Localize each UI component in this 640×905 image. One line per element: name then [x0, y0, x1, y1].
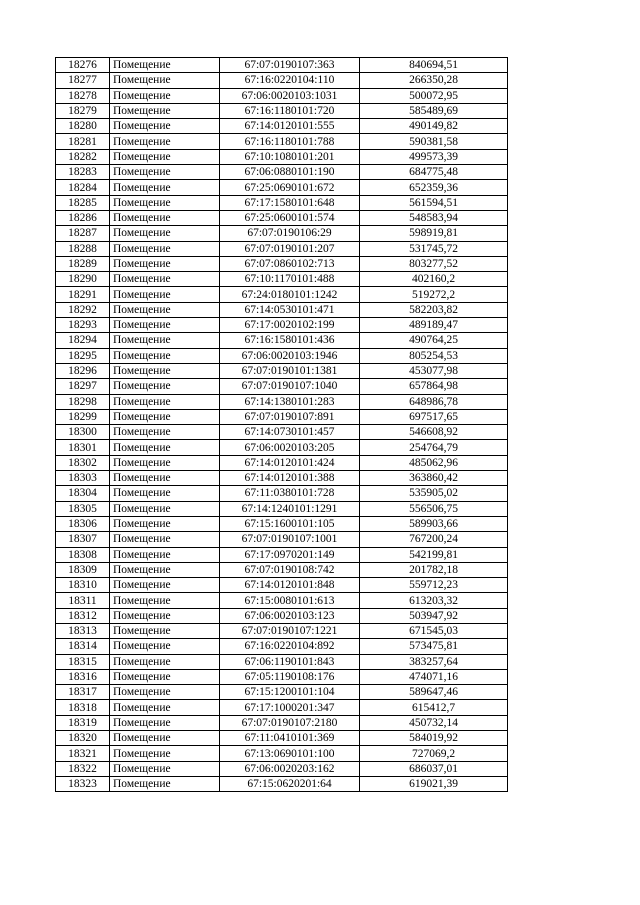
- row-number-cell: 18294: [56, 333, 110, 348]
- cadastral-number-cell: 67:25:0600101:574: [220, 210, 360, 225]
- table-row: [56, 256, 508, 271]
- cadastral-number-cell: 67:05:1190108:176: [220, 669, 360, 684]
- table-row: [56, 134, 508, 149]
- cadastral-value-cell: 573475,81: [360, 639, 508, 654]
- row-number-cell: 18318: [56, 700, 110, 715]
- table-row: [56, 226, 508, 241]
- table-row: [56, 272, 508, 287]
- cadastral-number-cell: 67:07:0190107:1221: [220, 623, 360, 638]
- row-number-cell: 18280: [56, 119, 110, 134]
- table-row: [56, 440, 508, 455]
- cadastral-value-cell: 582203,82: [360, 302, 508, 317]
- cadastral-value-cell: 453077,98: [360, 363, 508, 378]
- cadastral-number-cell: 67:11:0410101:369: [220, 731, 360, 746]
- cadastral-value-cell: 363860,42: [360, 471, 508, 486]
- cadastral-number-cell: 67:07:0190106:29: [220, 226, 360, 241]
- cadastral-value-cell: 485062,96: [360, 455, 508, 470]
- cadastral-number-cell: 67:06:0020103:123: [220, 608, 360, 623]
- table-row: [56, 623, 508, 638]
- row-number-cell: 18311: [56, 593, 110, 608]
- cadastral-number-cell: 67:14:0730101:457: [220, 425, 360, 440]
- cadastral-number-cell: 67:17:0970201:149: [220, 547, 360, 562]
- object-type-cell: Помещение: [110, 149, 220, 164]
- object-type-cell: Помещение: [110, 195, 220, 210]
- cadastral-number-cell: 67:17:0020102:199: [220, 318, 360, 333]
- row-number-cell: 18313: [56, 623, 110, 638]
- object-type-cell: Помещение: [110, 715, 220, 730]
- object-type-cell: Помещение: [110, 608, 220, 623]
- cadastral-number-cell: 67:07:0860102:713: [220, 256, 360, 271]
- table-row: [56, 210, 508, 225]
- cadastral-number-cell: 67:14:0120101:388: [220, 471, 360, 486]
- cadastral-value-cell: 500072,95: [360, 88, 508, 103]
- object-type-cell: Помещение: [110, 88, 220, 103]
- row-number-cell: 18279: [56, 103, 110, 118]
- cadastral-value-cell: 697517,65: [360, 409, 508, 424]
- object-type-cell: Помещение: [110, 593, 220, 608]
- object-type-cell: Помещение: [110, 58, 220, 73]
- cadastral-number-cell: 67:06:0020203:162: [220, 761, 360, 776]
- table-row: [56, 715, 508, 730]
- cadastral-number-cell: 67:06:0880101:190: [220, 165, 360, 180]
- table-row: [56, 241, 508, 256]
- row-number-cell: 18298: [56, 394, 110, 409]
- property-registry-table: [55, 57, 508, 792]
- table-row: [56, 425, 508, 440]
- row-number-cell: 18282: [56, 149, 110, 164]
- cadastral-value-cell: 546608,92: [360, 425, 508, 440]
- object-type-cell: Помещение: [110, 516, 220, 531]
- object-type-cell: Помещение: [110, 654, 220, 669]
- row-number-cell: 18299: [56, 409, 110, 424]
- table-row: [56, 486, 508, 501]
- object-type-cell: Помещение: [110, 731, 220, 746]
- object-type-cell: Помещение: [110, 287, 220, 302]
- cadastral-number-cell: 67:06:1190101:843: [220, 654, 360, 669]
- cadastral-value-cell: 619021,39: [360, 776, 508, 791]
- row-number-cell: 18289: [56, 256, 110, 271]
- object-type-cell: Помещение: [110, 409, 220, 424]
- object-type-cell: Помещение: [110, 210, 220, 225]
- row-number-cell: 18301: [56, 440, 110, 455]
- table-row: [56, 379, 508, 394]
- row-number-cell: 18300: [56, 425, 110, 440]
- row-number-cell: 18287: [56, 226, 110, 241]
- row-number-cell: 18277: [56, 73, 110, 88]
- cadastral-value-cell: 556506,75: [360, 501, 508, 516]
- table-row: [56, 88, 508, 103]
- table-row: [56, 363, 508, 378]
- object-type-cell: Помещение: [110, 623, 220, 638]
- table-row: [56, 333, 508, 348]
- table-row: [56, 731, 508, 746]
- cadastral-value-cell: 559712,23: [360, 578, 508, 593]
- table-row: [56, 685, 508, 700]
- cadastral-value-cell: 684775,48: [360, 165, 508, 180]
- cadastral-number-cell: 67:07:0190101:1381: [220, 363, 360, 378]
- row-number-cell: 18315: [56, 654, 110, 669]
- cadastral-number-cell: 67:17:1580101:648: [220, 195, 360, 210]
- table-row: [56, 654, 508, 669]
- cadastral-number-cell: 67:11:0380101:728: [220, 486, 360, 501]
- cadastral-number-cell: 67:06:0020103:1031: [220, 88, 360, 103]
- table-row: [56, 180, 508, 195]
- row-number-cell: 18297: [56, 379, 110, 394]
- table-row: [56, 195, 508, 210]
- cadastral-value-cell: 201782,18: [360, 562, 508, 577]
- table-row: [56, 761, 508, 776]
- object-type-cell: Помещение: [110, 486, 220, 501]
- object-type-cell: Помещение: [110, 685, 220, 700]
- row-number-cell: 18292: [56, 302, 110, 317]
- row-number-cell: 18309: [56, 562, 110, 577]
- cadastral-value-cell: 648986,78: [360, 394, 508, 409]
- table-row: [56, 700, 508, 715]
- table-row: [56, 318, 508, 333]
- table-row: [56, 578, 508, 593]
- object-type-cell: Помещение: [110, 119, 220, 134]
- table-row: [56, 532, 508, 547]
- cadastral-value-cell: 767200,24: [360, 532, 508, 547]
- row-number-cell: 18310: [56, 578, 110, 593]
- cadastral-value-cell: 474071,16: [360, 669, 508, 684]
- table-row: [56, 516, 508, 531]
- object-type-cell: Помещение: [110, 241, 220, 256]
- cadastral-value-cell: 383257,64: [360, 654, 508, 669]
- cadastral-value-cell: 589903,66: [360, 516, 508, 531]
- cadastral-number-cell: 67:10:1080101:201: [220, 149, 360, 164]
- table-row: [56, 119, 508, 134]
- object-type-cell: Помещение: [110, 318, 220, 333]
- object-type-cell: Помещение: [110, 746, 220, 761]
- object-type-cell: Помещение: [110, 440, 220, 455]
- cadastral-number-cell: 67:16:1180101:720: [220, 103, 360, 118]
- object-type-cell: Помещение: [110, 394, 220, 409]
- table-row: [56, 639, 508, 654]
- cadastral-number-cell: 67:17:1000201:347: [220, 700, 360, 715]
- cadastral-value-cell: 490764,25: [360, 333, 508, 348]
- table-row: [56, 394, 508, 409]
- row-number-cell: 18285: [56, 195, 110, 210]
- object-type-cell: Помещение: [110, 180, 220, 195]
- row-number-cell: 18304: [56, 486, 110, 501]
- object-type-cell: Помещение: [110, 700, 220, 715]
- object-type-cell: Помещение: [110, 103, 220, 118]
- object-type-cell: Помещение: [110, 532, 220, 547]
- row-number-cell: 18283: [56, 165, 110, 180]
- row-number-cell: 18288: [56, 241, 110, 256]
- table-row: [56, 471, 508, 486]
- row-number-cell: 18302: [56, 455, 110, 470]
- object-type-cell: Помещение: [110, 272, 220, 287]
- cadastral-value-cell: 598919,81: [360, 226, 508, 241]
- table-row: [56, 409, 508, 424]
- cadastral-value-cell: 450732,14: [360, 715, 508, 730]
- cadastral-value-cell: 589647,46: [360, 685, 508, 700]
- table-row: [56, 669, 508, 684]
- cadastral-number-cell: 67:15:0620201:64: [220, 776, 360, 791]
- row-number-cell: 18308: [56, 547, 110, 562]
- row-number-cell: 18319: [56, 715, 110, 730]
- cadastral-number-cell: 67:13:0690101:100: [220, 746, 360, 761]
- row-number-cell: 18295: [56, 348, 110, 363]
- row-number-cell: 18276: [56, 58, 110, 73]
- object-type-cell: Помещение: [110, 547, 220, 562]
- object-type-cell: Помещение: [110, 165, 220, 180]
- row-number-cell: 18291: [56, 287, 110, 302]
- cadastral-number-cell: 67:15:0080101:613: [220, 593, 360, 608]
- cadastral-number-cell: 67:14:0120101:848: [220, 578, 360, 593]
- object-type-cell: Помещение: [110, 363, 220, 378]
- cadastral-value-cell: 803277,52: [360, 256, 508, 271]
- cadastral-value-cell: 402160,2: [360, 272, 508, 287]
- table-row: [56, 103, 508, 118]
- cadastral-value-cell: 590381,58: [360, 134, 508, 149]
- object-type-cell: Помещение: [110, 425, 220, 440]
- table-row: [56, 776, 508, 791]
- table-row: [56, 547, 508, 562]
- object-type-cell: Помещение: [110, 471, 220, 486]
- object-type-cell: Помещение: [110, 256, 220, 271]
- cadastral-value-cell: 561594,51: [360, 195, 508, 210]
- row-number-cell: 18306: [56, 516, 110, 531]
- row-number-cell: 18281: [56, 134, 110, 149]
- cadastral-number-cell: 67:07:0190101:207: [220, 241, 360, 256]
- cadastral-value-cell: 535905,02: [360, 486, 508, 501]
- cadastral-number-cell: 67:06:0020103:1946: [220, 348, 360, 363]
- row-number-cell: 18293: [56, 318, 110, 333]
- cadastral-value-cell: 489189,47: [360, 318, 508, 333]
- table-row: [56, 58, 508, 73]
- cadastral-number-cell: 67:10:1170101:488: [220, 272, 360, 287]
- cadastral-value-cell: 671545,03: [360, 623, 508, 638]
- cadastral-value-cell: 657864,98: [360, 379, 508, 394]
- cadastral-value-cell: 584019,92: [360, 731, 508, 746]
- row-number-cell: 18305: [56, 501, 110, 516]
- row-number-cell: 18290: [56, 272, 110, 287]
- cadastral-number-cell: 67:14:1240101:1291: [220, 501, 360, 516]
- table-row: [56, 165, 508, 180]
- cadastral-number-cell: 67:16:0220104:110: [220, 73, 360, 88]
- cadastral-number-cell: 67:07:0190107:1040: [220, 379, 360, 394]
- row-number-cell: 18278: [56, 88, 110, 103]
- cadastral-number-cell: 67:15:1600101:105: [220, 516, 360, 531]
- object-type-cell: Помещение: [110, 302, 220, 317]
- cadastral-number-cell: 67:07:0190107:1001: [220, 532, 360, 547]
- cadastral-number-cell: 67:14:1380101:283: [220, 394, 360, 409]
- cadastral-number-cell: 67:06:0020103:205: [220, 440, 360, 455]
- cadastral-value-cell: 254764,79: [360, 440, 508, 455]
- object-type-cell: Помещение: [110, 776, 220, 791]
- object-type-cell: Помещение: [110, 379, 220, 394]
- row-number-cell: 18317: [56, 685, 110, 700]
- object-type-cell: Помещение: [110, 455, 220, 470]
- cadastral-number-cell: 67:14:0530101:471: [220, 302, 360, 317]
- object-type-cell: Помещение: [110, 578, 220, 593]
- row-number-cell: 18312: [56, 608, 110, 623]
- table-row: [56, 746, 508, 761]
- cadastral-value-cell: 266350,28: [360, 73, 508, 88]
- object-type-cell: Помещение: [110, 73, 220, 88]
- object-type-cell: Помещение: [110, 562, 220, 577]
- cadastral-value-cell: 585489,69: [360, 103, 508, 118]
- cadastral-number-cell: 67:07:0190107:2180: [220, 715, 360, 730]
- object-type-cell: Помещение: [110, 501, 220, 516]
- cadastral-number-cell: 67:16:0220104:892: [220, 639, 360, 654]
- cadastral-value-cell: 499573,39: [360, 149, 508, 164]
- cadastral-number-cell: 67:14:0120101:555: [220, 119, 360, 134]
- row-number-cell: 18307: [56, 532, 110, 547]
- cadastral-number-cell: 67:15:1200101:104: [220, 685, 360, 700]
- cadastral-value-cell: 548583,94: [360, 210, 508, 225]
- table-body: [56, 58, 508, 792]
- cadastral-value-cell: 531745,72: [360, 241, 508, 256]
- cadastral-number-cell: 67:07:0190107:363: [220, 58, 360, 73]
- cadastral-value-cell: 503947,92: [360, 608, 508, 623]
- cadastral-value-cell: 542199,81: [360, 547, 508, 562]
- cadastral-value-cell: 613203,32: [360, 593, 508, 608]
- cadastral-value-cell: 727069,2: [360, 746, 508, 761]
- row-number-cell: 18320: [56, 731, 110, 746]
- table-row: [56, 73, 508, 88]
- row-number-cell: 18296: [56, 363, 110, 378]
- row-number-cell: 18314: [56, 639, 110, 654]
- cadastral-number-cell: 67:25:0690101:672: [220, 180, 360, 195]
- object-type-cell: Помещение: [110, 761, 220, 776]
- table-row: [56, 149, 508, 164]
- row-number-cell: 18316: [56, 669, 110, 684]
- row-number-cell: 18303: [56, 471, 110, 486]
- row-number-cell: 18323: [56, 776, 110, 791]
- cadastral-value-cell: 519272,2: [360, 287, 508, 302]
- row-number-cell: 18284: [56, 180, 110, 195]
- table-row: [56, 593, 508, 608]
- object-type-cell: Помещение: [110, 669, 220, 684]
- table-row: [56, 562, 508, 577]
- cadastral-number-cell: 67:07:0190108:742: [220, 562, 360, 577]
- table-row: [56, 455, 508, 470]
- table-row: [56, 348, 508, 363]
- row-number-cell: 18322: [56, 761, 110, 776]
- cadastral-value-cell: 615412,7: [360, 700, 508, 715]
- object-type-cell: Помещение: [110, 639, 220, 654]
- cadastral-number-cell: 67:07:0190107:891: [220, 409, 360, 424]
- cadastral-number-cell: 67:16:1180101:788: [220, 134, 360, 149]
- object-type-cell: Помещение: [110, 348, 220, 363]
- cadastral-value-cell: 840694,51: [360, 58, 508, 73]
- table-row: [56, 302, 508, 317]
- cadastral-number-cell: 67:16:1580101:436: [220, 333, 360, 348]
- object-type-cell: Помещение: [110, 134, 220, 149]
- row-number-cell: 18321: [56, 746, 110, 761]
- cadastral-value-cell: 805254,53: [360, 348, 508, 363]
- object-type-cell: Помещение: [110, 333, 220, 348]
- cadastral-value-cell: 652359,36: [360, 180, 508, 195]
- table-row: [56, 501, 508, 516]
- cadastral-number-cell: 67:14:0120101:424: [220, 455, 360, 470]
- cadastral-value-cell: 686037,01: [360, 761, 508, 776]
- table-row: [56, 287, 508, 302]
- row-number-cell: 18286: [56, 210, 110, 225]
- cadastral-number-cell: 67:24:0180101:1242: [220, 287, 360, 302]
- object-type-cell: Помещение: [110, 226, 220, 241]
- table-row: [56, 608, 508, 623]
- cadastral-value-cell: 490149,82: [360, 119, 508, 134]
